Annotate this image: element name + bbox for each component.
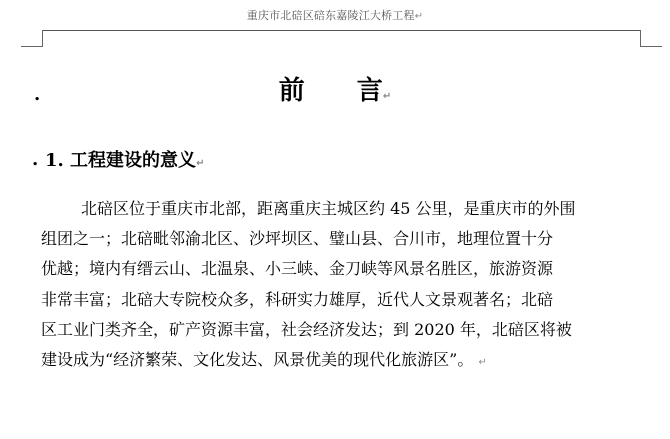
paragraph-line: 区工业门类齐全，矿产资源丰富，社会经济发达；到 2020 年，北碚区将被: [41, 319, 572, 339]
paragraph-mark-icon: ↵: [414, 11, 424, 22]
title-char-1: 前: [278, 76, 305, 106]
paragraph-line-last: [41, 345, 649, 375]
paragraph-line: 北碚区位于重庆市北部，距离重庆主城区约 45 公里，是重庆市的外围: [81, 199, 576, 218]
paragraph-line: 非常丰富；北碚大专院校众多，科研实力雄厚，近代人文景观著名；北碚: [41, 289, 554, 309]
list-marker-dot-icon: .: [34, 84, 41, 105]
paragraph-mark-icon: ↵: [196, 158, 205, 169]
title-char-2: 言: [356, 76, 383, 106]
paragraph-mark-icon: ↵: [382, 91, 392, 102]
page-header: [0, 7, 670, 23]
body-paragraph: [41, 194, 649, 375]
paragraph-mark-icon: ↵: [478, 356, 487, 368]
page-title: [0, 70, 670, 107]
paragraph-line: 优越；境内有缙云山、北温泉、小三峡、金刀峡等风景名胜区，旅游资源: [41, 259, 554, 279]
section-heading: [45, 146, 204, 172]
header-rule: [42, 30, 641, 31]
section-heading-text: 1. 工程建设的意义: [45, 150, 197, 171]
list-marker-dot-icon: .: [32, 149, 39, 170]
paragraph-last-text: 建设成为“经济繁荣、文化发达、风景优美的现代化旅游区”。: [41, 349, 474, 369]
header-title: 重庆市北碚区碚东嘉陵江大桥工程: [246, 9, 415, 22]
paragraph-line: 组团之一；北碚毗邻渝北区、沙坪坝区、璧山县、合川市，地理位置十分: [41, 229, 554, 249]
margin-corner-left: [21, 30, 43, 47]
margin-corner-right: [640, 30, 662, 47]
